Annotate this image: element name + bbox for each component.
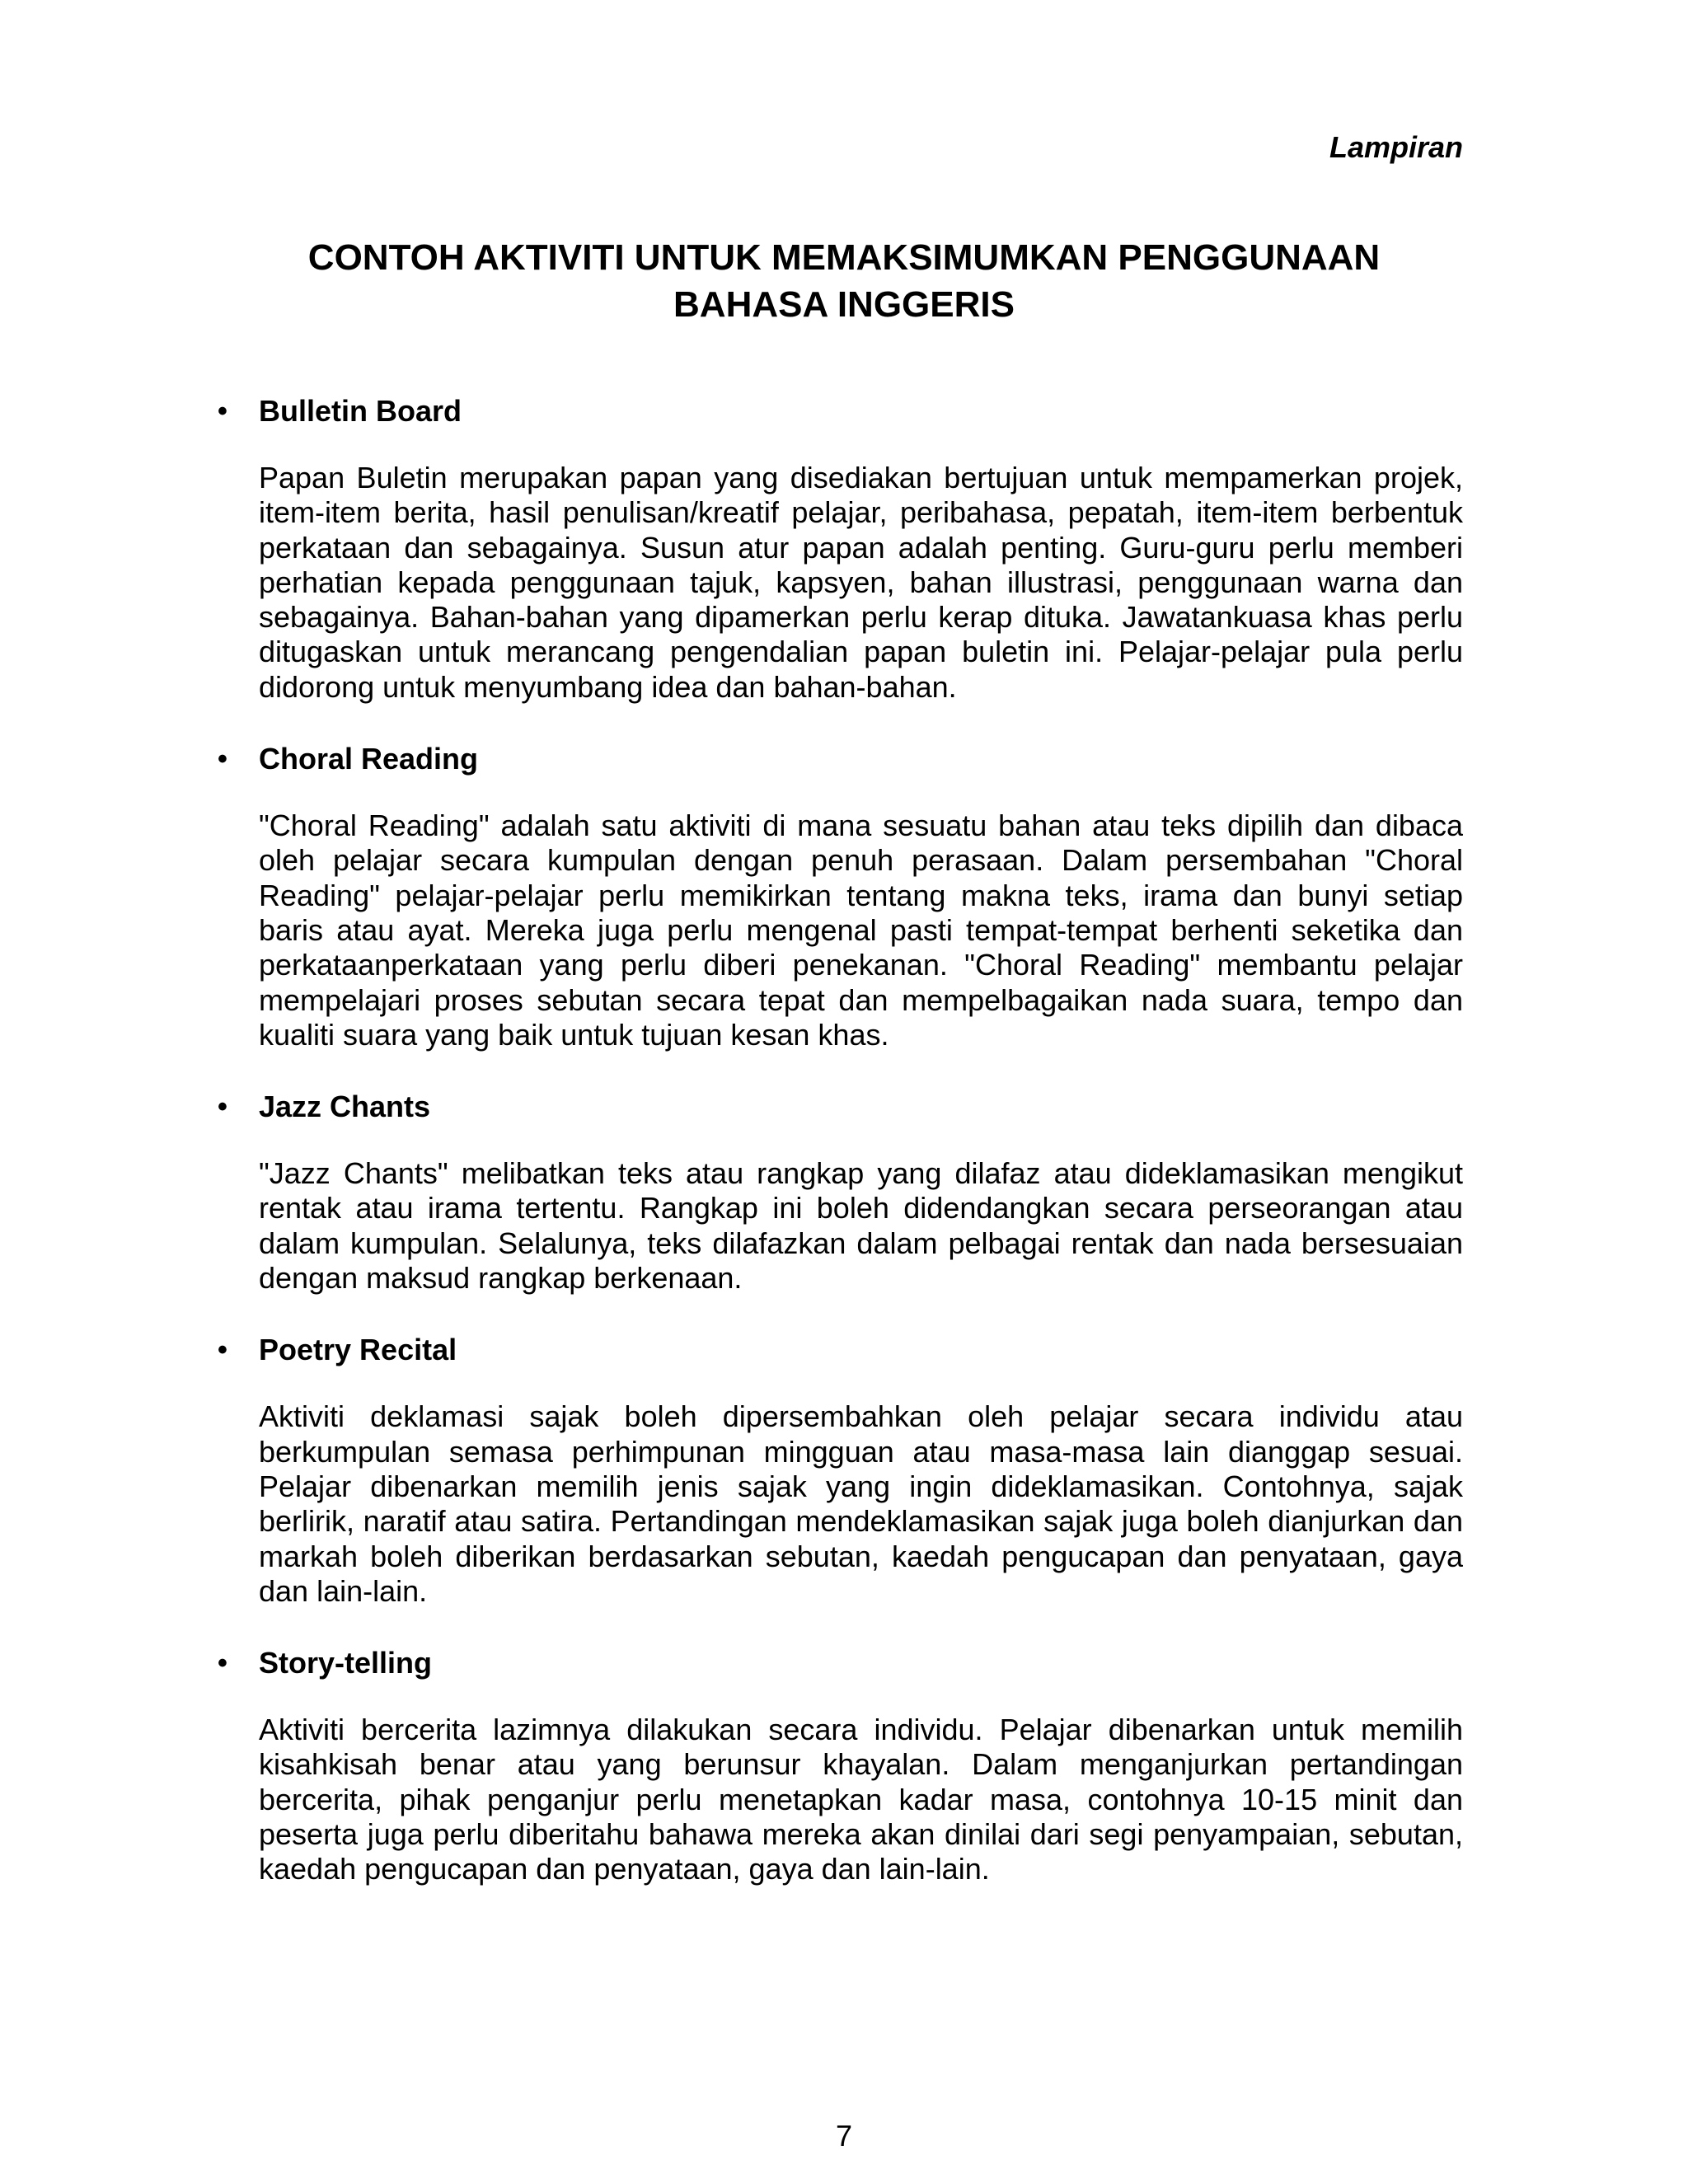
section-body: "Choral Reading" adalah satu aktiviti di mana sesuatu bahan atau teks dipilih dan dibaca oleh pelajar secara kumpulan dengan penuh perasaan. Dalam persembahan "Choral Reading" pelajar-pelajar perlu memikirkan tentang makna teks, irama dan bunyi setiap baris atau ayat. Mereka juga perlu mengenal pasti tempat-tempat berhenti seketika dan perkataanperkataan yang perlu diberi penekanan. "Choral Reading" membantu pelajar mempelajari proses sebutan secara tepat dan mempelbagaikan nada suara, tempo dan kualiti suara yang baik untuk tujuan kesan khas. <box>259 808 1463 1052</box>
section-heading: Story-telling <box>259 1646 433 1680</box>
page-title-line-1: CONTOH AKTIVITI UNTUK MEMAKSIMUMKAN PENGGUNAAN <box>307 237 1381 278</box>
page-number: 7 <box>835 2119 853 2153</box>
bullet-icon: • <box>218 1334 227 1366</box>
section-heading: Poetry Recital <box>259 1333 457 1367</box>
section-choral-reading <box>218 739 1463 1052</box>
page-title-line-2: BAHASA INGGERIS <box>673 284 1015 325</box>
section-story-telling <box>218 1643 1463 1886</box>
bullet-icon: • <box>218 1091 227 1123</box>
appendix-label: Lampiran <box>1329 130 1463 164</box>
section-body: Aktiviti bercerita lazimnya dilakukan secara individu. Pelajar dibenarkan untuk memilih kisahkisah benar atau yang berunsur khayalan. Dalam menganjurkan pertandingan bercerita, pihak penganjur perlu menetapkan kadar masa, contohnya 10-15 minit dan peserta juga perlu diberitahu bahawa mereka akan dinilai dari segi penyampaian, sebutan, kaedah pengucapan dan penyataan, gaya dan lain-lain. <box>259 1713 1463 1886</box>
section-heading: Bulletin Board <box>259 394 462 428</box>
section-body: "Jazz Chants" melibatkan teks atau rangkap yang dilafaz atau dideklamasikan mengikut rentak atau irama tertentu. Rangkap ini boleh didendangkan secara perseorangan atau dalam kumpulan. Selalunya, teks dilafazkan dalam pelbagai rentak dan nada bersesuaian dengan maksud rangkap berkenaan. <box>259 1156 1463 1296</box>
section-poetry-recital <box>218 1330 1463 1609</box>
bullet-icon: • <box>218 743 227 776</box>
activity-list <box>218 391 1463 1922</box>
section-body: Aktiviti deklamasi sajak boleh dipersembahkan oleh pelajar secara individu atau berkumpulan semasa perhimpunan mingguan atau masa-masa lain dianggap sesuai. Pelajar dibenarkan memilih jenis sajak yang ingin dideklamasikan. Contohnya, sajak berlirik, naratif atau satira. Pertandingan mendeklamasikan sajak juga boleh dianjurkan dan markah boleh diberikan berdasarkan sebutan, kaedah pengucapan dan penyataan, gaya dan lain-lain. <box>259 1399 1463 1608</box>
section-heading: Jazz Chants <box>259 1090 431 1124</box>
section-jazz-chants <box>218 1087 1463 1296</box>
section-body: Papan Buletin merupakan papan yang disediakan bertujuan untuk mempamerkan projek, item-item berita, hasil penulisan/kreatif pelajar, peribahasa, pepatah, item-item berbentuk perkataan dan sebagainya. Susun atur papan adalah penting. Guru-guru perlu memberi perhatian kepada penggunaan tajuk, kapsyen, bahan illustrasi, penggunaan warna dan sebagainya. Bahan-bahan yang dipamerkan perlu kerap dituka. Jawatankuasa khas perlu ditugaskan untuk merancang pengendalian papan buletin ini. Pelajar-pelajar pula perlu didorong untuk menyumbang idea dan bahan-bahan. <box>259 461 1463 704</box>
page-title <box>0 234 1688 328</box>
bullet-icon: • <box>218 1647 227 1680</box>
bullet-icon: • <box>218 396 227 427</box>
section-heading: Choral Reading <box>259 742 479 776</box>
section-bulletin-board <box>218 391 1463 705</box>
